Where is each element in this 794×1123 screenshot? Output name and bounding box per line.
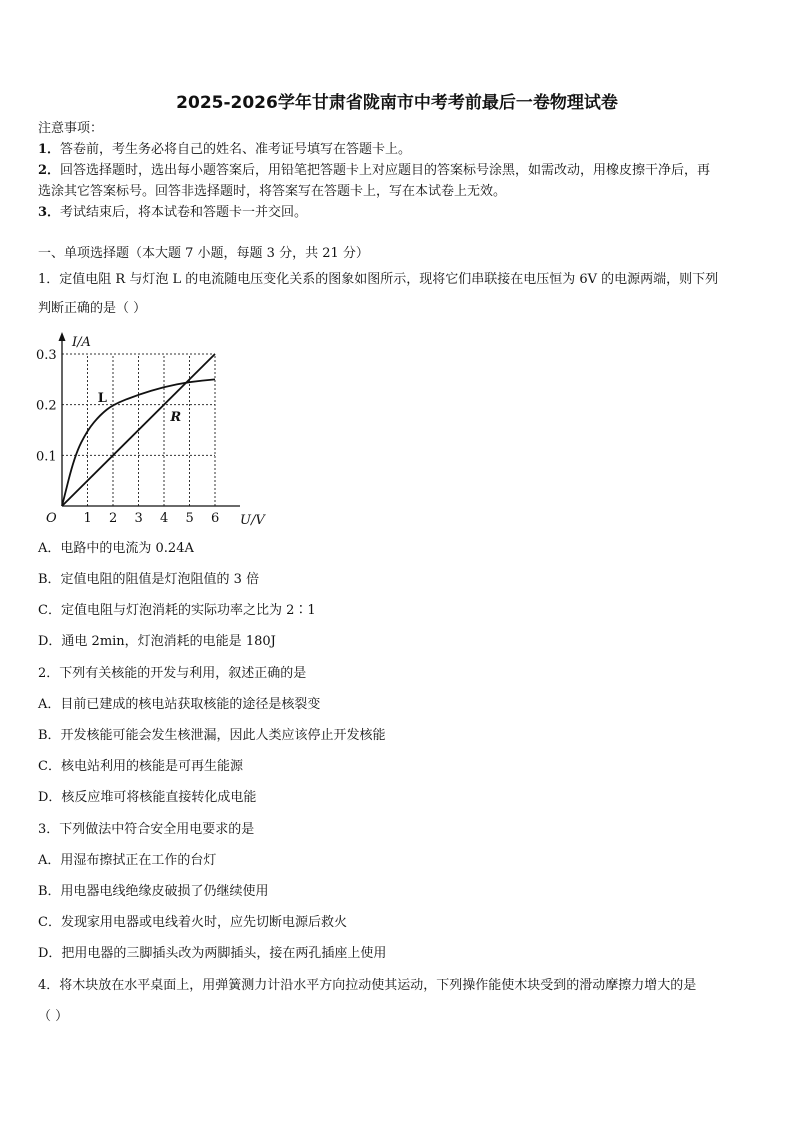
series-R-label: R <box>170 409 182 425</box>
q3-option-a: A．用湿布擦拭正在工作的台灯 <box>38 853 217 868</box>
x-tick-label: 6 <box>211 511 220 526</box>
question-2-stem: 2．下列有关核能的开发与利用，叙述正确的是 <box>38 666 307 681</box>
question-1-stem: 1．定值电阻 R 与灯泡 L 的电流随电压变化关系的图象如图所示，现将它们串联接在电压恒为 6V 的电源两端，则下列 <box>38 272 719 287</box>
question-4-stem-cont: （ ） <box>38 1009 69 1024</box>
y-axis-arrow <box>59 332 66 341</box>
notice-text: 选涂其它答案标号。回答非选择题时，将答案写在答题卡上，写在本试卷上无效。 <box>38 184 507 199</box>
q1-option-b: B．定值电阻的阻值是灯泡阻值的 3 倍 <box>38 572 260 587</box>
notice-text: 回答选择题时，选出每小题答案后，用铅笔把答题卡上对应题目的答案标号涂黑，如需改动，用橡皮擦干净后，再 <box>60 163 711 178</box>
series-L-curve <box>62 379 215 506</box>
notice-text: 答卷前，考生务必将自己的姓名、准考证号填写在答题卡上。 <box>60 142 412 157</box>
series-L-label: L <box>97 391 107 407</box>
q1-option-a: A．电路中的电流为 0.24A <box>38 541 194 556</box>
q3-option-d: D．把用电器的三脚插头改为两脚插头，接在两孔插座上使用 <box>38 946 387 961</box>
notice-item <box>38 162 710 180</box>
x-tick-label: 4 <box>160 511 169 526</box>
notice-item <box>38 183 506 201</box>
q1-option-d: D．通电 2min，灯泡消耗的电能是 180J <box>38 634 276 649</box>
notice-num: 1． <box>38 142 61 157</box>
iu-graph <box>28 328 288 533</box>
notice-num: 3． <box>38 205 61 220</box>
page-title: 2025-2026学年甘肃省陇南市中考考前最后一卷物理试卷 <box>176 93 618 113</box>
notice-text: 考试结束后，将本试卷和答题卡一并交回。 <box>60 205 308 220</box>
q1-option-c: C．定值电阻与灯泡消耗的实际功率之比为 2∶1 <box>38 603 316 618</box>
section-heading: 一、单项选择题（本大题 7 小题，每题 3 分，共 21 分） <box>38 246 369 261</box>
y-tick-label: 0.3 <box>36 348 57 363</box>
question-1-stem-cont: 判断正确的是（ ） <box>38 301 147 316</box>
x-axis-label: U/V <box>240 513 265 528</box>
notice-item <box>38 141 411 159</box>
y-tick-label: 0.1 <box>36 449 57 465</box>
notice-num: 2． <box>38 163 61 178</box>
x-tick-label: 5 <box>185 511 194 526</box>
origin-label: O <box>46 511 57 526</box>
q2-option-d: D．核反应堆可将核能直接转化成电能 <box>38 790 257 805</box>
x-tick-label: 3 <box>134 511 143 526</box>
x-tick-label: 1 <box>83 511 92 526</box>
notice-item <box>38 204 307 222</box>
q2-option-a: A．目前已建成的核电站获取核能的途径是核裂变 <box>38 697 321 712</box>
q3-option-c: C．发现家用电器或电线着火时，应先切断电源后救火 <box>38 915 347 930</box>
y-tick-label: 0.2 <box>36 398 57 414</box>
q2-option-c: C．核电站利用的核能是可再生能源 <box>38 759 243 774</box>
notice-heading: 注意事项： <box>38 121 104 136</box>
q3-option-b: B．用电器电线绝缘皮破损了仍继续使用 <box>38 884 269 899</box>
question-4-stem: 4．将木块放在水平桌面上，用弹簧测力计沿水平方向拉动使其运动，下列操作能使木块受到的滑动摩擦力增大的是 <box>38 978 697 993</box>
x-tick-label: 2 <box>109 511 118 526</box>
q2-option-b: B．开发核能可能会发生核泄漏，因此人类应该停止开发核能 <box>38 728 386 743</box>
y-axis-label: I/A <box>72 335 91 350</box>
question-3-stem: 3．下列做法中符合安全用电要求的是 <box>38 822 255 837</box>
